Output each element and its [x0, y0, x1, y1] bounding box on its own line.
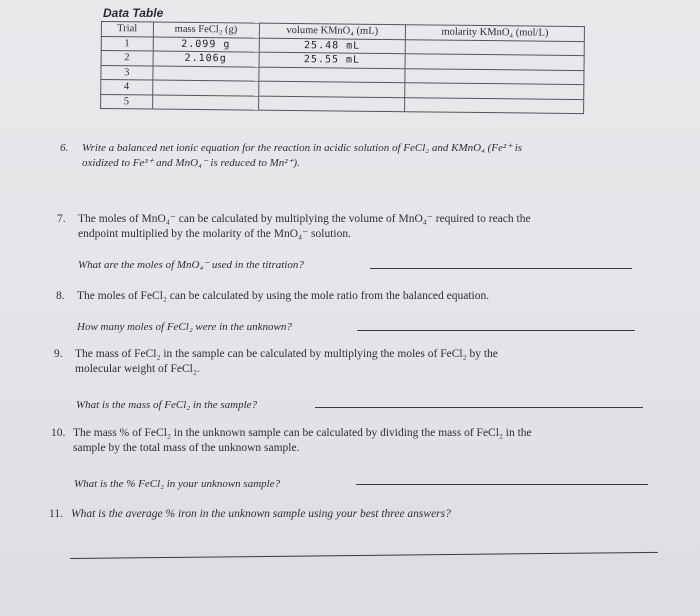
question-text: sample by the total mass of the unknown sample.	[73, 442, 300, 454]
mass-cell[interactable]	[152, 95, 258, 111]
question-7	[57, 212, 677, 244]
trial-cell: 2	[101, 51, 153, 66]
volume-cell[interactable]	[259, 67, 406, 83]
molarity-cell[interactable]	[405, 97, 584, 113]
answer-line[interactable]	[70, 552, 658, 559]
question-10-prompt: What is the % FeCl₂ in your unknown sample?	[74, 478, 281, 490]
trial-cell: 4	[101, 80, 153, 95]
question-8-prompt: How many moles of FeCl₂ were in the unknown?	[77, 321, 292, 333]
header-molarity: molarity KMnO₄ (mol/L)	[405, 25, 584, 41]
trial-cell: 1	[101, 36, 153, 51]
volume-cell[interactable]: 25.55 mL	[259, 52, 406, 68]
question-7-prompt: What are the moles of MnO₄⁻ used in the titration?	[78, 259, 304, 271]
volume-cell[interactable]	[258, 81, 405, 97]
question-text: The mass of FeCl₂ in the sample can be calculated by multiplying the moles of FeCl₂ by the	[75, 348, 498, 360]
volume-cell[interactable]: 25.48 mL	[259, 38, 406, 54]
volume-cell[interactable]	[258, 96, 405, 112]
question-text: oxidized to Fe³⁺ and MnO₄⁻ is reduced to Mn²⁺).	[82, 157, 300, 169]
trial-cell: 3	[101, 65, 153, 80]
answer-line[interactable]	[315, 407, 643, 408]
question-9-prompt: What is the mass of FeCl₂ in the sample?	[76, 399, 258, 411]
question-number: 9.	[54, 348, 63, 360]
header-mass: mass FeCl₂ (g)	[153, 22, 259, 38]
mass-cell[interactable]: 2.106g	[153, 51, 259, 67]
data-table-title: Data Table	[103, 6, 164, 20]
answer-line[interactable]	[370, 268, 632, 269]
question-8	[56, 289, 676, 305]
question-11	[49, 507, 679, 523]
question-text: The mass % of FeCl₂ in the unknown sample can be calculated by dividing the mass of FeCl₂ in the	[73, 427, 532, 439]
data-table	[100, 21, 585, 114]
header-trial: Trial	[101, 22, 153, 37]
question-number: 6.	[60, 142, 69, 154]
mass-cell[interactable]	[152, 66, 258, 82]
question-6	[60, 141, 680, 173]
mass-cell[interactable]	[152, 80, 258, 96]
mass-cell[interactable]: 2.099 g	[153, 37, 259, 53]
header-volume: volume KMnO₄ (mL)	[259, 23, 406, 39]
question-text: Write a balanced net ionic equation for the reaction in acidic solution of FeCl₂ and KMnO₄ (Fe²⁺ is	[82, 142, 523, 154]
answer-line[interactable]	[357, 330, 635, 331]
answer-line[interactable]	[356, 484, 648, 485]
question-number: 11.	[49, 508, 63, 520]
question-text: The moles of FeCl₂ can be calculated by using the mole ratio from the balanced equation.	[77, 290, 490, 302]
question-text: The moles of MnO₄⁻ can be calculated by multiplying the volume of MnO₄⁻ required to reach the	[78, 213, 531, 225]
question-text: molecular weight of FeCl₂.	[75, 363, 200, 375]
question-number: 8.	[56, 290, 65, 302]
question-10	[51, 426, 681, 458]
question-text: What is the average % iron in the unknown sample using your best three answers?	[71, 508, 451, 520]
question-9	[54, 347, 674, 379]
trial-cell: 5	[101, 94, 153, 109]
question-number: 7.	[57, 213, 66, 225]
question-text: endpoint multiplied by the molarity of the MnO₄⁻ solution.	[78, 228, 351, 240]
question-number: 10.	[51, 427, 66, 439]
